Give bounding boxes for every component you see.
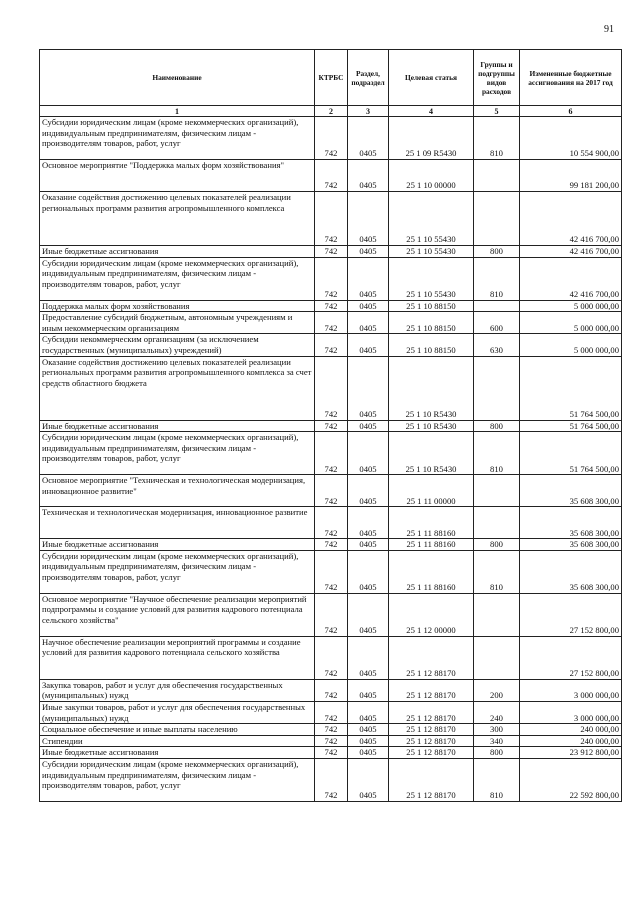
row-ktrbs: 742 bbox=[315, 300, 348, 312]
row-expense-group bbox=[474, 356, 520, 420]
row-section: 0405 bbox=[348, 539, 389, 551]
row-section: 0405 bbox=[348, 192, 389, 246]
row-section: 0405 bbox=[348, 550, 389, 593]
row-ktrbs: 742 bbox=[315, 334, 348, 356]
row-ktrbs: 742 bbox=[315, 246, 348, 258]
row-amount: 35 608 300,00 bbox=[520, 507, 622, 539]
row-target-article: 25 1 11 88160 bbox=[389, 507, 474, 539]
row-amount: 42 416 700,00 bbox=[520, 257, 622, 300]
table-row bbox=[40, 257, 622, 300]
row-name: Оказание содействия достижению целевых показателей реализации региональных программ развития агропромышленного комплекса bbox=[40, 192, 315, 246]
row-amount: 51 764 500,00 bbox=[520, 432, 622, 475]
row-ktrbs: 742 bbox=[315, 550, 348, 593]
row-amount: 51 764 500,00 bbox=[520, 420, 622, 432]
row-section: 0405 bbox=[348, 724, 389, 736]
row-amount: 3 000 000,00 bbox=[520, 679, 622, 701]
row-ktrbs: 742 bbox=[315, 432, 348, 475]
row-ktrbs: 742 bbox=[315, 192, 348, 246]
row-ktrbs: 742 bbox=[315, 679, 348, 701]
row-target-article: 25 1 11 88160 bbox=[389, 539, 474, 551]
row-target-article: 25 1 12 88170 bbox=[389, 701, 474, 723]
row-section: 0405 bbox=[348, 420, 389, 432]
col-number: 5 bbox=[474, 106, 520, 117]
table-row bbox=[40, 246, 622, 258]
table-row bbox=[40, 192, 622, 246]
row-ktrbs: 742 bbox=[315, 758, 348, 801]
table-row bbox=[40, 312, 622, 334]
row-name: Субсидии юридическим лицам (кроме некоммерческих организаций), индивидуальным предпринимателям, физическим лицам - производителям товаров, работ, услуг bbox=[40, 257, 315, 300]
row-amount: 240 000,00 bbox=[520, 724, 622, 736]
row-section: 0405 bbox=[348, 300, 389, 312]
row-expense-group bbox=[474, 160, 520, 192]
row-ktrbs: 742 bbox=[315, 160, 348, 192]
header-row bbox=[40, 50, 622, 106]
row-name: Иные бюджетные ассигнования bbox=[40, 420, 315, 432]
row-expense-group: 810 bbox=[474, 550, 520, 593]
row-expense-group: 810 bbox=[474, 758, 520, 801]
col-number: 2 bbox=[315, 106, 348, 117]
row-ktrbs: 742 bbox=[315, 356, 348, 420]
row-expense-group bbox=[474, 593, 520, 636]
row-target-article: 25 1 10 88150 bbox=[389, 334, 474, 356]
row-target-article: 25 1 12 88170 bbox=[389, 636, 474, 679]
table-row bbox=[40, 747, 622, 759]
row-section: 0405 bbox=[348, 312, 389, 334]
table-row bbox=[40, 300, 622, 312]
row-section: 0405 bbox=[348, 701, 389, 723]
table-row bbox=[40, 735, 622, 747]
row-target-article: 25 1 10 55430 bbox=[389, 246, 474, 258]
row-section: 0405 bbox=[348, 747, 389, 759]
row-expense-group: 800 bbox=[474, 246, 520, 258]
row-ktrbs: 742 bbox=[315, 747, 348, 759]
col-number: 1 bbox=[40, 106, 315, 117]
row-expense-group bbox=[474, 192, 520, 246]
table-row bbox=[40, 117, 622, 160]
row-amount: 23 912 800,00 bbox=[520, 747, 622, 759]
col-header-ktrbs: КТРБС bbox=[315, 50, 348, 106]
row-expense-group: 810 bbox=[474, 257, 520, 300]
row-ktrbs: 742 bbox=[315, 539, 348, 551]
col-number: 4 bbox=[389, 106, 474, 117]
table-row bbox=[40, 507, 622, 539]
row-target-article: 25 1 10 00000 bbox=[389, 160, 474, 192]
row-name: Стипендии bbox=[40, 735, 315, 747]
row-name: Социальное обеспечение и иные выплаты населению bbox=[40, 724, 315, 736]
row-amount: 5 000 000,00 bbox=[520, 334, 622, 356]
table-row bbox=[40, 636, 622, 679]
row-expense-group: 810 bbox=[474, 432, 520, 475]
row-amount: 42 416 700,00 bbox=[520, 246, 622, 258]
table-row bbox=[40, 679, 622, 701]
row-section: 0405 bbox=[348, 117, 389, 160]
row-expense-group: 810 bbox=[474, 117, 520, 160]
col-header-group: Группы и подгруппы видов расходов bbox=[474, 50, 520, 106]
row-name: Субсидии юридическим лицам (кроме некоммерческих организаций), индивидуальным предпринимателям, физическим лицам - производителям товаров, работ, услуг bbox=[40, 758, 315, 801]
row-target-article: 25 1 10 R5430 bbox=[389, 356, 474, 420]
row-ktrbs: 742 bbox=[315, 724, 348, 736]
row-section: 0405 bbox=[348, 246, 389, 258]
col-number: 6 bbox=[520, 106, 622, 117]
table-row bbox=[40, 758, 622, 801]
col-header-section: Раздел, подраздел bbox=[348, 50, 389, 106]
row-section: 0405 bbox=[348, 636, 389, 679]
row-expense-group bbox=[474, 507, 520, 539]
row-target-article: 25 1 12 88170 bbox=[389, 758, 474, 801]
row-ktrbs: 742 bbox=[315, 312, 348, 334]
row-section: 0405 bbox=[348, 475, 389, 507]
col-header-amount: Измененные бюджетные ассигнования на 2017 год bbox=[520, 50, 622, 106]
row-target-article: 25 1 10 R5430 bbox=[389, 420, 474, 432]
row-amount: 5 000 000,00 bbox=[520, 300, 622, 312]
table-body bbox=[40, 117, 622, 802]
row-target-article: 25 1 12 88170 bbox=[389, 724, 474, 736]
row-amount: 3 000 000,00 bbox=[520, 701, 622, 723]
row-expense-group: 300 bbox=[474, 724, 520, 736]
row-ktrbs: 742 bbox=[315, 475, 348, 507]
row-amount: 51 764 500,00 bbox=[520, 356, 622, 420]
table-row bbox=[40, 432, 622, 475]
row-name: Субсидии юридическим лицам (кроме некоммерческих организаций), индивидуальным предпринимателям, физическим лицам - производителям товаров, работ, услуг bbox=[40, 117, 315, 160]
row-amount: 35 608 300,00 bbox=[520, 475, 622, 507]
table-row bbox=[40, 550, 622, 593]
row-target-article: 25 1 10 R5430 bbox=[389, 432, 474, 475]
col-header-name: Наименование bbox=[40, 50, 315, 106]
row-target-article: 25 1 09 R5430 bbox=[389, 117, 474, 160]
row-target-article: 25 1 12 88170 bbox=[389, 735, 474, 747]
row-expense-group: 240 bbox=[474, 701, 520, 723]
col-number: 3 bbox=[348, 106, 389, 117]
row-section: 0405 bbox=[348, 432, 389, 475]
row-name: Основное мероприятие "Научное обеспечение реализации мероприятий подпрограммы и создание условий для развития кадрового потенциала сельского хозяйства" bbox=[40, 593, 315, 636]
col-header-target: Целевая статья bbox=[389, 50, 474, 106]
row-amount: 27 152 800,00 bbox=[520, 593, 622, 636]
row-section: 0405 bbox=[348, 160, 389, 192]
row-section: 0405 bbox=[348, 593, 389, 636]
table-row bbox=[40, 356, 622, 420]
row-section: 0405 bbox=[348, 758, 389, 801]
row-target-article: 25 1 12 00000 bbox=[389, 593, 474, 636]
row-target-article: 25 1 10 88150 bbox=[389, 312, 474, 334]
row-name: Иные бюджетные ассигнования bbox=[40, 246, 315, 258]
row-name: Иные бюджетные ассигнования bbox=[40, 539, 315, 551]
row-ktrbs: 742 bbox=[315, 636, 348, 679]
row-name: Научное обеспечение реализации мероприятий программы и создание условий для развития кадрового потенциала сельского хозяйства bbox=[40, 636, 315, 679]
row-target-article: 25 1 10 55430 bbox=[389, 192, 474, 246]
row-expense-group bbox=[474, 300, 520, 312]
row-expense-group: 340 bbox=[474, 735, 520, 747]
row-amount: 35 608 300,00 bbox=[520, 539, 622, 551]
row-target-article: 25 1 11 88160 bbox=[389, 550, 474, 593]
table-row bbox=[40, 420, 622, 432]
row-section: 0405 bbox=[348, 679, 389, 701]
row-section: 0405 bbox=[348, 356, 389, 420]
row-name: Иные закупки товаров, работ и услуг для обеспечения государственных (муниципальных) нужд bbox=[40, 701, 315, 723]
row-name: Субсидии юридическим лицам (кроме некоммерческих организаций), индивидуальным предпринимателям, физическим лицам - производителям товаров, работ, услуг bbox=[40, 432, 315, 475]
row-ktrbs: 742 bbox=[315, 420, 348, 432]
row-amount: 5 000 000,00 bbox=[520, 312, 622, 334]
row-target-article: 25 1 10 55430 bbox=[389, 257, 474, 300]
table-row bbox=[40, 160, 622, 192]
row-amount: 22 592 800,00 bbox=[520, 758, 622, 801]
row-amount: 27 152 800,00 bbox=[520, 636, 622, 679]
row-expense-group: 630 bbox=[474, 334, 520, 356]
page-number: 91 bbox=[604, 24, 614, 35]
row-section: 0405 bbox=[348, 507, 389, 539]
row-expense-group bbox=[474, 475, 520, 507]
column-number-row bbox=[40, 106, 622, 117]
row-name: Субсидии юридическим лицам (кроме некоммерческих организаций), индивидуальным предпринимателям, физическим лицам - производителям товаров, работ, услуг bbox=[40, 550, 315, 593]
row-amount: 35 608 300,00 bbox=[520, 550, 622, 593]
row-expense-group: 800 bbox=[474, 539, 520, 551]
table-row bbox=[40, 539, 622, 551]
row-amount: 42 416 700,00 bbox=[520, 192, 622, 246]
row-name: Поддержка малых форм хозяйствования bbox=[40, 300, 315, 312]
row-ktrbs: 742 bbox=[315, 593, 348, 636]
row-section: 0405 bbox=[348, 334, 389, 356]
row-name: Техническая и технологическая модернизация, инновационное развитие bbox=[40, 507, 315, 539]
row-name: Основное мероприятие "Поддержка малых форм хозяйствования" bbox=[40, 160, 315, 192]
row-expense-group: 800 bbox=[474, 747, 520, 759]
table-row bbox=[40, 475, 622, 507]
table-row bbox=[40, 701, 622, 723]
row-name: Закупка товаров, работ и услуг для обеспечения государственных (муниципальных) нужд bbox=[40, 679, 315, 701]
row-target-article: 25 1 12 88170 bbox=[389, 747, 474, 759]
row-target-article: 25 1 12 88170 bbox=[389, 679, 474, 701]
table-row bbox=[40, 593, 622, 636]
row-name: Иные бюджетные ассигнования bbox=[40, 747, 315, 759]
row-amount: 10 554 900,00 bbox=[520, 117, 622, 160]
table-row bbox=[40, 724, 622, 736]
row-amount: 99 181 200,00 bbox=[520, 160, 622, 192]
row-target-article: 25 1 11 00000 bbox=[389, 475, 474, 507]
row-expense-group bbox=[474, 636, 520, 679]
row-name: Предоставление субсидий бюджетным, автономным учреждениям и иным некоммерческим организациям bbox=[40, 312, 315, 334]
row-ktrbs: 742 bbox=[315, 507, 348, 539]
row-expense-group: 800 bbox=[474, 420, 520, 432]
row-expense-group: 200 bbox=[474, 679, 520, 701]
row-amount: 240 000,00 bbox=[520, 735, 622, 747]
row-section: 0405 bbox=[348, 735, 389, 747]
row-section: 0405 bbox=[348, 257, 389, 300]
row-name: Основное мероприятие "Техническая и технологическая модернизация, инновационное развитие" bbox=[40, 475, 315, 507]
row-ktrbs: 742 bbox=[315, 257, 348, 300]
row-ktrbs: 742 bbox=[315, 735, 348, 747]
row-name: Оказание содействия достижению целевых показателей реализации региональных программ развития агропромышленного комплекса за счет средств областного бюджета bbox=[40, 356, 315, 420]
row-ktrbs: 742 bbox=[315, 701, 348, 723]
row-ktrbs: 742 bbox=[315, 117, 348, 160]
row-expense-group: 600 bbox=[474, 312, 520, 334]
row-name: Субсидии некоммерческим организациям (за исключением государственных (муниципальных) учреждений) bbox=[40, 334, 315, 356]
table-row bbox=[40, 334, 622, 356]
budget-table bbox=[39, 49, 622, 802]
row-target-article: 25 1 10 88150 bbox=[389, 300, 474, 312]
